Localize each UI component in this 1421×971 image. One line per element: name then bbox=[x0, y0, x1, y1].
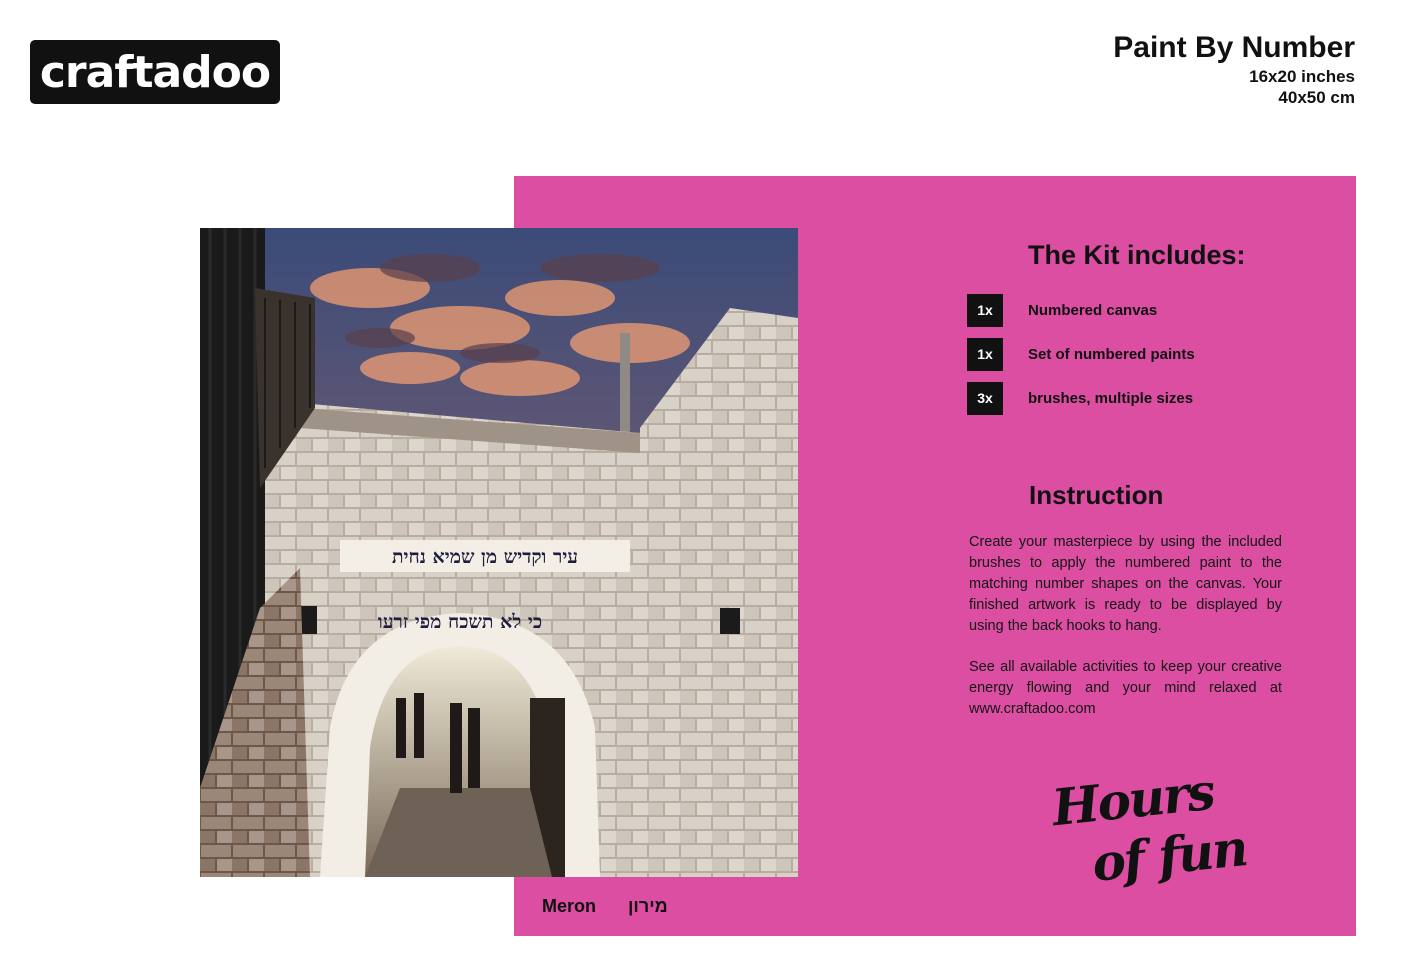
kit-item-label: Set of numbered paints bbox=[1028, 345, 1195, 363]
brand-logo bbox=[30, 40, 280, 104]
tagline-line1: Hours bbox=[1049, 761, 1217, 838]
instruction-title: Instruction bbox=[1029, 480, 1164, 510]
qty-badge: 1x bbox=[967, 338, 1003, 371]
product-info bbox=[1113, 30, 1355, 108]
website-paragraph: See all available activities to keep your creative energy flowing and your mind relaxed at www.craftadoo.com bbox=[969, 659, 1282, 717]
tagline-line2: of fun bbox=[1089, 818, 1250, 893]
kit-title: The Kit includes: bbox=[1028, 240, 1246, 270]
qty-badge: 1x bbox=[967, 294, 1003, 327]
qty-badge: 3x bbox=[967, 382, 1003, 415]
kit-item bbox=[967, 337, 1327, 371]
kit-item-label: brushes, multiple sizes bbox=[1028, 389, 1194, 407]
instruction-paragraph: Create your masterpiece by using the included brushes to apply the numbered paint to the matching number shapes on the canvas. Your finished artwork is ready to be displayed by using the back hooks to hang. bbox=[969, 534, 1282, 634]
kit-item-label: Numbered canvas bbox=[1028, 301, 1158, 319]
logo-text: craftadoo bbox=[39, 46, 271, 98]
caption-hebrew: מירון bbox=[628, 896, 668, 916]
size-inches: 16x20 inches bbox=[1249, 67, 1355, 86]
kit-item bbox=[967, 293, 1327, 327]
artwork-photo bbox=[200, 228, 798, 877]
size-cm: 40x50 cm bbox=[1278, 88, 1355, 107]
kit-item bbox=[967, 381, 1327, 415]
caption-english: Meron bbox=[542, 896, 596, 916]
product-title: Paint By Number bbox=[1113, 31, 1355, 64]
arch-inscription-top: עיר וקדיש מן שמיא נחית bbox=[391, 546, 579, 568]
arch-inscription-curve: כי לא תשכח מפי זרעו bbox=[377, 611, 543, 633]
